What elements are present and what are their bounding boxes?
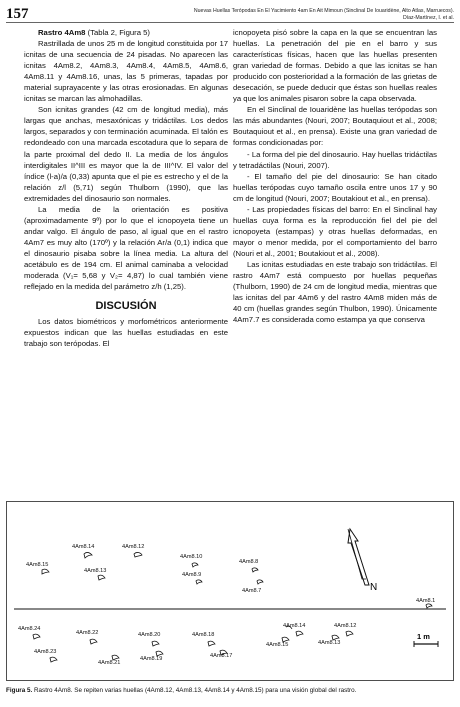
track-label: 4Am8.13 — [84, 568, 107, 574]
figure-5 — [6, 501, 454, 681]
paragraph: - El tamaño del pie del dinosaurio: Se han citado huellas terópodas cuyo tamaño oscila entre unos 17 y 90 cm de longitud (Nouri, 2007; Boutakiout et al., en prensa). — [233, 171, 437, 203]
track-label: 4Am8.12 — [122, 544, 145, 550]
track-label: 4Am8.17 — [210, 653, 233, 659]
track-label: 4Am8.12 — [334, 623, 357, 629]
track-label: 4Am8.22 — [76, 630, 99, 636]
track-label: 4Am8.23 — [34, 649, 57, 655]
rastro-heading — [24, 27, 228, 38]
paragraph: icnopoyeta pisó sobre la capa en la que se encuentran las huellas. La penetración del pie en el barro y sus características físicas, hacen que las huellas presenten gran variedad de formas. Debido a que las icnitas se han producido con posterioridad a la formación de las grietas de desecación, se puede deducir que éstas son huellas reales ya que los animales pisaron sobre la capa observada. — [233, 28, 437, 104]
track-label: 4Am8.14 — [72, 544, 95, 550]
figure-caption — [6, 687, 454, 695]
running-authors: Díaz-Martínez, I. et al. — [402, 15, 454, 21]
page-header — [6, 6, 454, 28]
rastro-ref: (Tabla 2, Figura 5) — [85, 28, 150, 37]
scale-label: 1 m — [417, 632, 430, 641]
paragraph: - La forma del pie del dinosaurio. Hay huellas tridáctilas y tetradáctilas (Nouri, 2007). — [233, 149, 437, 170]
paragraph: Rastrillada de unos 25 m de longitud constituida por 17 icnitas de una secuencia de 24 pisadas. No aparecen las icnitas 4Am8.2, 4Am8.3, 4Am8.4, 4Am8.5, 4Am8.6, 4Am8.11 y 4Am8.16, unas, las 5 primeras, tapadas por material suprayacente y las otras erosionadas. En algunas icnitas se marcan las almohadillas. — [24, 39, 228, 104]
paragraph: Son icnitas grandes (42 cm de longitud media), más largas que anchas, mesaxónicas y tridáctilas. Los dedos largos, separados y con terminación acuminada. El talón es redondeado con una marcada escotadura que lo separa de la parte proximal del dedo II. La media de los ángulos interdigitales II^III es mayor que la de III^IV. El valor del índice (l-a)/a (0,33) apunta que el pie es estrecho y el de la relación z/l (5,71) según Thulborn (1990), que las extremidades del dinosaurio son normales. — [24, 105, 228, 203]
paragraph: La media de la orientación es positiva (aproximadamente 9º) por lo que el icnopoyeta tiene un andar valgo. El ángulo de paso, al igual que en el rastro 4Am7 es muy alto (170º) y la relación Ar/a (0,1) indica que el dinosaurio pisaba sobre la línea media. La altura del acetábulo es de 194 cm. El animal caminaba a velocidad moderada (V₁= 5,68 y V₂= 4,87) lo cual también viene reflejado en la medida del parámetro z/h (1,25). — [24, 204, 228, 292]
track-label: 4Am8.20 — [138, 632, 161, 638]
scale-bar — [414, 632, 438, 647]
caption-text: Rastro 4Am8. Se repiten varias huellas (4Am8.12, 4Am8.13, 4Am8.14 y 4Am8.15) para una visión global del rastro. — [32, 687, 357, 694]
track-label: 4Am8.10 — [180, 554, 203, 560]
rastro-title: Rastro 4Am8 — [38, 28, 86, 37]
running-title: Nuevas Huellas Terópodas En El Yacimiento 4am En Ait Mimoun (Sinclinal De Iouaridène, Alto Atlas, Marruecos). — [193, 8, 454, 14]
right-column — [233, 27, 437, 325]
section-title: DISCUSIÓN — [95, 300, 157, 313]
running-header — [154, 8, 454, 22]
header-rule — [6, 22, 454, 23]
paragraph: Las icnitas estudiadas en este trabajo son tridáctilas. El rastro 4Am7 está compuesto por huellas pequeñas (Thulborn, 1990) de 24 cm de longitud media, mientras que las icnitas del par 4Am6 y del rastro 4Am8 miden más de 40 cm (huellas grandes según Thulbon, 1990). Únicamente 4Am7.7 es considerada como estampa ya que conserva — [233, 259, 437, 325]
paragraph: - Las propiedades físicas del barro: En el Sinclinal hay huellas cuya forma es la reproducción fiel del pie del icnopoyeta (estampas) y otras huellas deformadas, en mayor o menor medida, por el comportamiento del barro (Nouri et al., 2001; Boutakiout et al., 2008). — [233, 204, 437, 258]
track-label: 4Am8.7 — [242, 588, 262, 594]
trackway-diagram — [6, 501, 454, 681]
track-label: 4Am8.14 — [283, 623, 306, 629]
track-label: 4Am8.21 — [98, 660, 121, 666]
paragraph: En el Sinclinal de Iouaridène las huellas terópodas son las más abundantes (Nouri, 2007; Boutaquiout et al., 2008; Boutaquiout et al., en prensa). Existe una gran variedad de formas condicionadas por: — [233, 105, 437, 148]
track-label: 4Am8.1 — [416, 598, 436, 604]
north-arrow — [348, 529, 377, 593]
track-label: 4Am8.24 — [18, 626, 41, 632]
track-label: 4Am8.15 — [266, 642, 289, 648]
track-label: 4Am8.19 — [140, 656, 163, 662]
paragraph: Los datos biométricos y morfométricos anteriormente expuestos indican que las huellas estudiadas en este trabajo son terópodas. El — [24, 317, 228, 349]
track-label: 4Am8.13 — [318, 640, 341, 646]
track-label: 4Am8.9 — [182, 572, 202, 578]
track-label: 4Am8.18 — [192, 632, 215, 638]
page-number: 157 — [6, 6, 29, 22]
track-label: 4Am8.15 — [26, 562, 49, 568]
north-label: N — [370, 582, 378, 593]
left-column — [24, 27, 228, 349]
track-label: 4Am8.8 — [239, 559, 259, 565]
caption-label: Figura 5. — [6, 687, 33, 694]
